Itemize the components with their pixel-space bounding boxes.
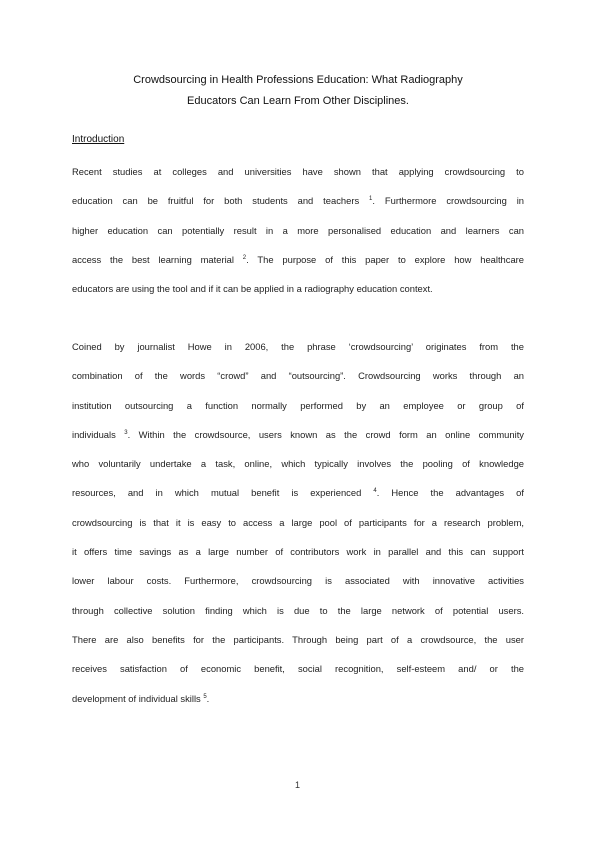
paragraph-line (72, 186, 524, 215)
text-run: access the best learning material (72, 253, 243, 265)
text-run: resources, and in which mutual benefit is experienced (72, 487, 374, 499)
text-run: individuals (72, 428, 125, 440)
text-run: . Furthermore crowdsourcing in (372, 195, 524, 207)
paragraph-line: lower labour costs. Furthermore, crowdsourcing is associated with innovative activities (72, 575, 524, 587)
text-run: education can be fruitful for both students and teachers (72, 195, 370, 207)
reference-superscript: 3 (124, 429, 128, 436)
paragraph-line: educators are using the tool and if it can be applied in a radiography education context. (72, 283, 433, 295)
paragraph-line: who voluntarily undertake a task, online, which typically involves the pooling of knowledge (72, 458, 524, 470)
reference-superscript: 1 (369, 196, 373, 203)
section-heading-introduction: Introduction (72, 134, 125, 145)
paragraph-line: receives satisfaction of economic benefit, social recognition, self-esteem and/ or the (72, 663, 524, 675)
paragraph-line: There are also benefits for the participants. Through being part of a crowdsource, the user (72, 633, 524, 645)
paragraph-line (72, 245, 524, 274)
title-line-2: Educators Can Learn From Other Disciplines. (187, 95, 409, 107)
text-run: . Hence the advantages of (376, 487, 524, 499)
paragraph-line (72, 420, 524, 449)
reference-superscript: 5 (203, 693, 207, 700)
paragraph-line (72, 684, 524, 713)
paragraph-line: Recent studies at colleges and universities have shown that applying crowdsourcing to (72, 166, 524, 177)
page-number: 1 (294, 780, 300, 790)
reference-superscript: 2 (242, 254, 247, 261)
paragraph-line: through collective solution finding which is due to the large network of potential users. (72, 604, 524, 616)
paragraph-line: combination of the words “crowd” and “outsourcing”. Crowdsourcing works through an (72, 370, 524, 382)
paragraph-line: crowdsourcing is that it is easy to access a large pool of participants for a research problem, (72, 516, 524, 528)
paragraph-line: Coined by journalist Howe in 2006, the phrase ‘crowdsourcing’ originates from the (72, 341, 524, 352)
document-title (72, 70, 524, 112)
paragraph-line: higher education can potentially result in a more personalised education and learners can (72, 224, 524, 236)
text-run: development of individual skills (72, 692, 204, 704)
reference-superscript: 4 (373, 488, 377, 495)
paragraph-1 (72, 157, 524, 303)
title-line-1: Crowdsourcing in Health Professions Education: What Radiography (133, 74, 463, 86)
text-run: . (206, 692, 210, 704)
paragraph-2 (72, 332, 524, 713)
paragraph-line: it offers time savings as a large number of contributors work in parallel and this can support (72, 546, 524, 558)
paragraph-line (72, 478, 524, 507)
text-run: . The purpose of this paper to explore how healthcare (246, 253, 524, 265)
text-run: . Within the crowdsource, users known as the crowd form an online community (127, 428, 524, 440)
paragraph-line: institution outsourcing a function normally performed by an employee or group of (72, 399, 524, 411)
